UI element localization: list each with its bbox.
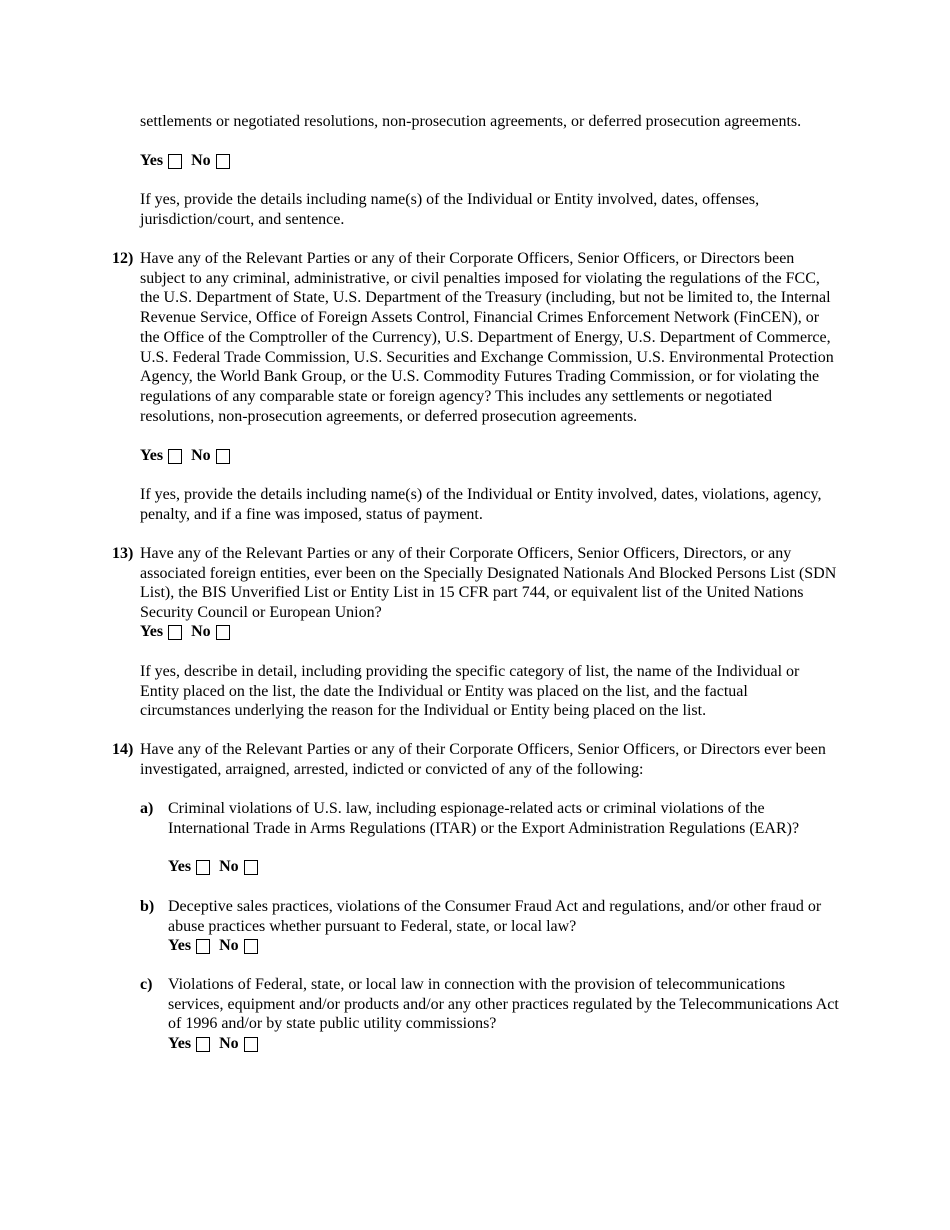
q14c-yes-checkbox[interactable]	[196, 1037, 210, 1052]
q13-yes-no	[140, 622, 239, 642]
q13-no-checkbox[interactable]	[216, 625, 230, 640]
q14a-yes-checkbox[interactable]	[196, 860, 210, 875]
q13-question-text: Have any of the Relevant Parties or any of their Corporate Officers, Senior Officers, Directors, or any associated foreign entities, ever been on the Specially Designated Nationals And Blocked Persons List (SDN List), the BIS Unverified List or Entity List in 15 CFR part 744, or equivalent list of the United Nations Security Council or European Union?	[140, 545, 837, 622]
q14b-yes-checkbox[interactable]	[196, 939, 210, 954]
q12-number: 12)	[112, 250, 134, 267]
q14a-no-checkbox[interactable]	[244, 860, 258, 875]
q12-question-text: Have any of the Relevant Parties or any of their Corporate Officers, Senior Officers, or Directors been subject to any criminal, administrative, or civil penalties imposed for violating the regulations of the FCC, the U.S. Department of State, U.S. Department of the Treasury (including, but not be limited to, the Internal Revenue Service, Office of Foreign Assets Control, Financial Crimes Enforcement Network (FinCEN), or the Office of the Comptroller of the Currency), U.S. Department of Energy, U.S. Department of Commerce, U.S. Federal Trade Commission, U.S. Securities and Exchange Commission, U.S. Environmental Protection Agency, the World Bank Group, or the U.S. Commodity Futures Trading Commission, or for violating the regulations of any comparable state or foreign agency? This includes any settlements or negotiated resolutions, non-prosecution agreements, or deferred prosecution agreements.	[140, 250, 834, 425]
q14c-no-checkbox[interactable]	[244, 1037, 258, 1052]
q12-followup-text: If yes, provide the details including name(s) of the Individual or Entity involved, dates, violations, agency, penalty, and if a fine was imposed, status of payment.	[140, 486, 822, 523]
q14b-no-checkbox[interactable]	[244, 939, 258, 954]
q14a-text: Criminal violations of U.S. law, including espionage-related acts or criminal violations of the International Trade in Arms Regulations (ITAR) or the Export Administration Regulations (EAR)?	[168, 800, 800, 837]
yes-label: Yes	[140, 447, 164, 465]
q14-number: 14)	[112, 741, 134, 758]
q14b-yes-no	[168, 936, 267, 956]
q14c-text: Violations of Federal, state, or local law in connection with the provision of telecommunications services, equipment and/or products and/or any other practices regulated by the Telecommunications Act of 1996 and/or by state public utility commissions?	[168, 976, 839, 1033]
no-label: No	[219, 937, 239, 955]
no-label: No	[191, 152, 211, 170]
yes-label: Yes	[168, 937, 192, 955]
yes-label: Yes	[168, 858, 192, 876]
q14-question-text: Have any of the Relevant Parties or any of their Corporate Officers, Senior Officers, or Directors ever been investigated, arraigned, arrested, indicted or convicted of any of the following:	[140, 741, 826, 778]
q11-no-checkbox[interactable]	[216, 154, 230, 169]
q13-yes-checkbox[interactable]	[168, 625, 182, 640]
yes-label: Yes	[168, 1035, 192, 1053]
q14b-text: Deceptive sales practices, violations of the Consumer Fraud Act and regulations, and/or other fraud or abuse practices whether pursuant to Federal, state, or local law?	[168, 898, 822, 935]
q12-yes-checkbox[interactable]	[168, 449, 182, 464]
q14a-letter: a)	[140, 800, 154, 817]
yes-label: Yes	[140, 623, 164, 641]
q11-continuation-text: settlements or negotiated resolutions, non-prosecution agreements, or deferred prosecution agreements.	[140, 113, 802, 130]
q13-number: 13)	[112, 545, 134, 562]
no-label: No	[191, 447, 211, 465]
no-label: No	[219, 858, 239, 876]
q14b-letter: b)	[140, 898, 155, 915]
yes-label: Yes	[140, 152, 164, 170]
q14a-yes-no	[168, 857, 267, 877]
q12-yes-no	[140, 446, 239, 466]
q14c-letter: c)	[140, 976, 153, 993]
no-label: No	[191, 623, 211, 641]
q11-yes-no	[140, 151, 239, 171]
q11-yes-checkbox[interactable]	[168, 154, 182, 169]
no-label: No	[219, 1035, 239, 1053]
q11-followup-text: If yes, provide the details including name(s) of the Individual or Entity involved, dates, offenses, jurisdiction/court, and sentence.	[140, 191, 760, 228]
q13-followup-text: If yes, describe in detail, including providing the specific category of list, the name of the Individual or Entity placed on the list, the date the Individual or Entity was placed on the list, and the factual circumstances underlying the reason for the Individual or Entity being placed on the list.	[140, 663, 800, 720]
q12-no-checkbox[interactable]	[216, 449, 230, 464]
q14c-yes-no	[168, 1034, 267, 1054]
